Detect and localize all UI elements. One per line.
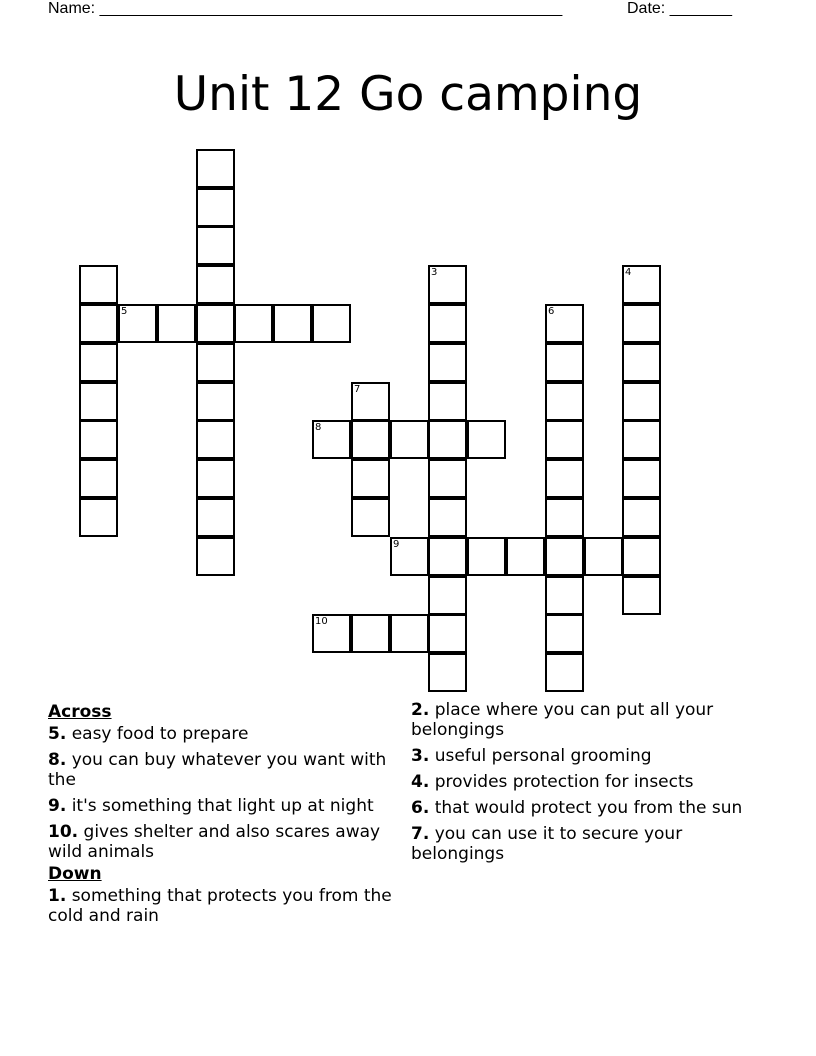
crossword-cell[interactable] bbox=[428, 576, 467, 615]
crossword-cell[interactable] bbox=[196, 498, 235, 537]
clue-down-7 bbox=[411, 824, 763, 864]
crossword-cell[interactable] bbox=[351, 459, 390, 498]
crossword-cell[interactable] bbox=[196, 188, 235, 227]
crossword-cell[interactable] bbox=[545, 343, 584, 382]
crossword-cell[interactable] bbox=[196, 382, 235, 421]
crossword-cell[interactable] bbox=[157, 304, 196, 343]
crossword-cell[interactable] bbox=[196, 420, 235, 459]
cell-number: 9 bbox=[393, 539, 400, 550]
crossword-cell[interactable] bbox=[273, 304, 312, 343]
crossword-cell[interactable] bbox=[467, 420, 506, 459]
clue-across-10 bbox=[48, 822, 400, 862]
crossword-cell[interactable] bbox=[196, 265, 235, 304]
crossword-cell[interactable] bbox=[196, 149, 235, 188]
crossword-cell[interactable] bbox=[196, 459, 235, 498]
clue-number: 5. bbox=[48, 724, 67, 744]
clue-text: easy food to prepare bbox=[71, 724, 249, 744]
clue-number: 7. bbox=[411, 824, 430, 844]
crossword-cell[interactable] bbox=[428, 498, 467, 537]
crossword-cell[interactable] bbox=[390, 614, 429, 653]
crossword-cell[interactable] bbox=[351, 498, 390, 537]
clue-text: you can buy whatever you want with the bbox=[48, 750, 387, 790]
crossword-cell[interactable] bbox=[467, 537, 506, 576]
clues-left-column bbox=[48, 700, 400, 932]
crossword-cell[interactable] bbox=[545, 653, 584, 692]
clue-down-6 bbox=[411, 798, 763, 818]
crossword-cell[interactable] bbox=[545, 614, 584, 653]
clue-number: 1. bbox=[48, 886, 67, 906]
clue-text: it's something that light up at night bbox=[71, 796, 374, 816]
clue-text: something that protects you from the cold and rain bbox=[48, 886, 392, 926]
crossword-cell[interactable] bbox=[545, 420, 584, 459]
crossword-cell[interactable] bbox=[390, 420, 429, 459]
crossword-cell[interactable] bbox=[428, 537, 467, 576]
crossword-cell[interactable] bbox=[196, 343, 235, 382]
crossword-cell[interactable] bbox=[428, 382, 467, 421]
clue-down-1 bbox=[48, 886, 400, 926]
crossword-cell[interactable] bbox=[79, 382, 118, 421]
crossword-cell[interactable] bbox=[312, 614, 351, 653]
name-field-label: Name: ____________________________________________________ bbox=[48, 0, 563, 17]
crossword-cell[interactable] bbox=[622, 304, 661, 343]
crossword-cell[interactable] bbox=[622, 576, 661, 615]
cell-number: 6 bbox=[548, 306, 555, 317]
crossword-cell[interactable] bbox=[312, 420, 351, 459]
crossword-cell[interactable] bbox=[312, 304, 351, 343]
clue-number: 10. bbox=[48, 822, 79, 842]
crossword-cell[interactable] bbox=[622, 537, 661, 576]
crossword-cell[interactable] bbox=[428, 343, 467, 382]
crossword-cell[interactable] bbox=[79, 343, 118, 382]
crossword-cell[interactable] bbox=[196, 226, 235, 265]
crossword-cell[interactable] bbox=[428, 614, 467, 653]
crossword-cell[interactable] bbox=[79, 498, 118, 537]
date-field-label: Date: _______ bbox=[627, 0, 732, 17]
clue-text: useful personal grooming bbox=[434, 746, 652, 766]
crossword-cell[interactable] bbox=[118, 304, 157, 343]
clue-number: 4. bbox=[411, 772, 430, 792]
clue-text: gives shelter and also scares away wild animals bbox=[48, 822, 381, 862]
cell-number: 4 bbox=[625, 267, 632, 278]
crossword-cell[interactable] bbox=[506, 537, 545, 576]
crossword-cell[interactable] bbox=[196, 537, 235, 576]
down-heading: Down bbox=[48, 864, 102, 884]
crossword-cell[interactable] bbox=[196, 304, 235, 343]
clue-number: 8. bbox=[48, 750, 67, 770]
clue-down-4 bbox=[411, 772, 763, 792]
crossword-cell[interactable] bbox=[79, 265, 118, 304]
clue-down-3 bbox=[411, 746, 763, 766]
crossword-cell[interactable] bbox=[622, 382, 661, 421]
crossword-cell[interactable] bbox=[351, 420, 390, 459]
crossword-cell[interactable] bbox=[79, 304, 118, 343]
clue-text: provides protection for insects bbox=[434, 772, 694, 792]
crossword-cell[interactable] bbox=[234, 304, 273, 343]
crossword-cell[interactable] bbox=[545, 498, 584, 537]
crossword-cell[interactable] bbox=[545, 304, 584, 343]
crossword-cell[interactable] bbox=[351, 382, 390, 421]
clue-text: you can use it to secure your belongings bbox=[411, 824, 683, 864]
clue-number: 6. bbox=[411, 798, 430, 818]
clue-across-5 bbox=[48, 724, 400, 744]
across-heading: Across bbox=[48, 702, 112, 722]
crossword-cell[interactable] bbox=[622, 498, 661, 537]
crossword-cell[interactable] bbox=[622, 265, 661, 304]
crossword-cell[interactable] bbox=[622, 343, 661, 382]
crossword-cell[interactable] bbox=[428, 304, 467, 343]
cell-number: 5 bbox=[121, 306, 128, 317]
crossword-cell[interactable] bbox=[390, 537, 429, 576]
clue-number: 2. bbox=[411, 700, 430, 720]
page-title: Unit 12 Go camping bbox=[173, 67, 643, 123]
crossword-cell[interactable] bbox=[545, 459, 584, 498]
crossword-cell[interactable] bbox=[545, 576, 584, 615]
clues-right-column bbox=[411, 700, 763, 870]
cell-number: 7 bbox=[354, 384, 361, 395]
crossword-cell[interactable] bbox=[428, 420, 467, 459]
cell-number: 10 bbox=[315, 616, 328, 627]
crossword-cell[interactable] bbox=[622, 420, 661, 459]
clue-text: that would protect you from the sun bbox=[434, 798, 743, 818]
crossword-cell[interactable] bbox=[428, 653, 467, 692]
clue-text: place where you can put all your belongings bbox=[411, 700, 714, 740]
clue-across-8 bbox=[48, 750, 400, 790]
crossword-cell[interactable] bbox=[79, 420, 118, 459]
crossword-cell[interactable] bbox=[545, 537, 584, 576]
cell-number: 3 bbox=[431, 267, 438, 278]
clue-down-2 bbox=[411, 700, 763, 740]
crossword-cell[interactable] bbox=[428, 265, 467, 304]
clue-number: 9. bbox=[48, 796, 67, 816]
clue-number: 3. bbox=[411, 746, 430, 766]
crossword-cell[interactable] bbox=[622, 459, 661, 498]
crossword-cell[interactable] bbox=[584, 537, 623, 576]
crossword-cell[interactable] bbox=[428, 459, 467, 498]
crossword-cell[interactable] bbox=[351, 614, 390, 653]
clue-across-9 bbox=[48, 796, 400, 816]
cell-number: 8 bbox=[315, 422, 322, 433]
crossword-cell[interactable] bbox=[545, 382, 584, 421]
crossword-cell[interactable] bbox=[79, 459, 118, 498]
